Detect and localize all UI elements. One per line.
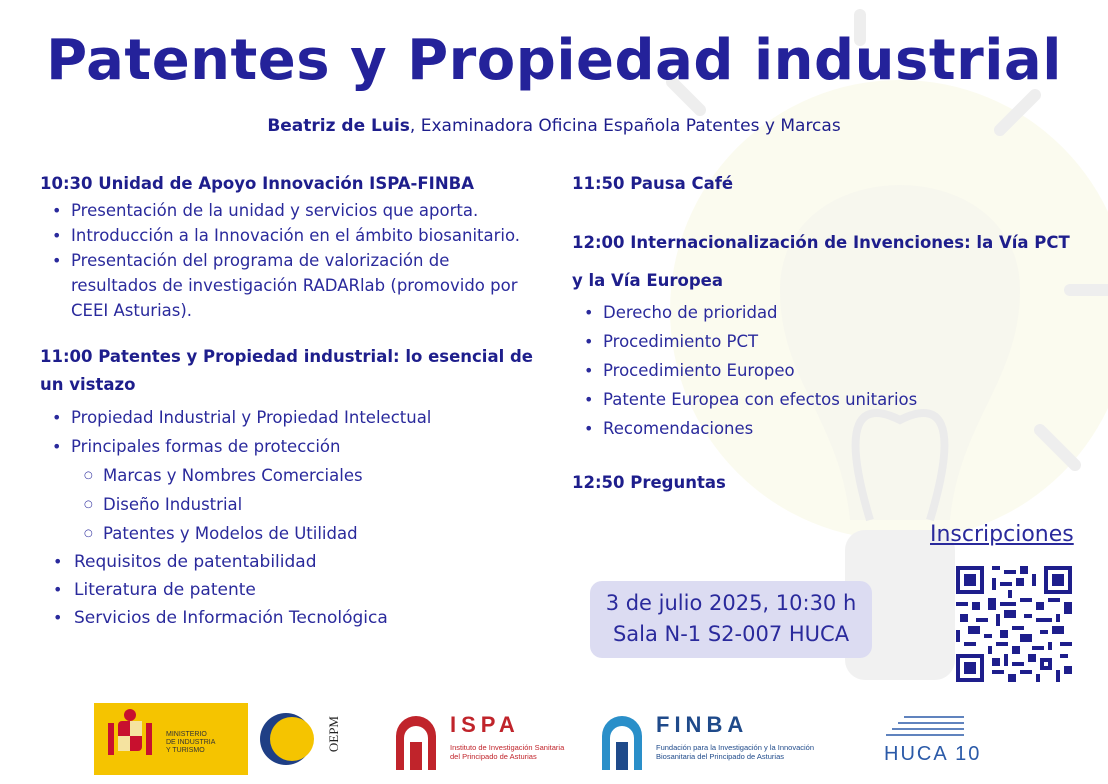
speaker-name: Beatriz de Luis [267,116,410,136]
session-1200-list [572,298,1072,443]
spain-coat-of-arms-icon [98,703,162,775]
finba-name: FINBA [656,712,749,737]
event-room: Sala N-1 S2-007 HUCA [612,622,850,646]
huca-building-icon [884,713,970,741]
session-heading-1030: 10:30 Unidad de Apoyo Innovación ISPA-FINBA [40,174,474,193]
agenda-left-column [40,170,540,632]
oepm-text: OEPM [326,716,341,753]
list-item: • Servicios de Información Tecnológica [40,604,540,632]
list-item: • Derecho de prioridad [572,298,1072,327]
registration-link[interactable]: Inscripciones [930,522,1074,547]
list-item: • Patente Europea con efectos unitarios [572,385,1072,414]
session-heading-1150: 11:50 Pausa Café [572,174,734,193]
list-item: • Principales formas de protección [40,432,540,461]
speaker-role: , Examinadora Oficina Española Patentes y Marcas [409,116,841,136]
huca-logo-text: HUCA 10 [884,743,982,765]
list-item: • Presentación del programa de valorización de resultados de investigación RADARlab (promovido por CEEI Asturias). [40,248,540,323]
ministry-text: MINISTERIO DE INDUSTRIA Y TURISMO [166,731,216,754]
sub-list-item: ○ Patentes y Modelos de Utilidad [40,519,540,548]
session-heading-1100: 11:00 Patentes y Propiedad industrial: lo esencial de un vistazo [40,347,533,394]
list-item: • Literatura de patente [40,576,540,604]
finba-subtitle: Fundación para la Investigación y la Innovación Biosanitaria del Principado de Asturias [656,743,815,761]
ministry-logo [94,703,248,775]
ispa-arch-icon [388,706,444,770]
event-info-box [590,581,872,658]
list-item: • Introducción a la Innovación en el ámbito biosanitario. [40,223,540,248]
speaker-line [0,116,1108,136]
list-item: • Recomendaciones [572,414,1072,443]
sub-list-item: ○ Marcas y Nombres Comerciales [40,461,540,490]
finba-arch-icon [594,706,650,770]
oepm-circle-icon [256,709,316,769]
session-heading-1200: 12:00 Internacionalización de Invenciones: la Vía PCT y la Vía Europea [572,233,1070,290]
list-item: • Presentación de la unidad y servicios que aporta. [40,198,540,223]
ispa-name: ISPA [450,712,520,737]
list-item: • Propiedad Industrial y Propiedad Intelectual [40,403,540,432]
sub-list-item: ○ Diseño Industrial [40,490,540,519]
list-item: • Requisitos de patentabilidad [40,548,540,576]
session-heading-1250: 12:50 Preguntas [572,473,726,492]
agenda-right-column [572,170,1072,497]
list-item: • Procedimiento PCT [572,327,1072,356]
list-item: • Procedimiento Europeo [572,356,1072,385]
page-title: Patentes y Propiedad industrial [46,28,1062,93]
session-1100-list [40,403,540,632]
session-1030-list [40,198,540,323]
registration-qr-code[interactable] [956,566,1072,682]
event-date: 3 de julio 2025, 10:30 h [605,591,857,615]
ispa-subtitle: Instituto de Investigación Sanitaria del Principado de Asturias [450,743,565,761]
